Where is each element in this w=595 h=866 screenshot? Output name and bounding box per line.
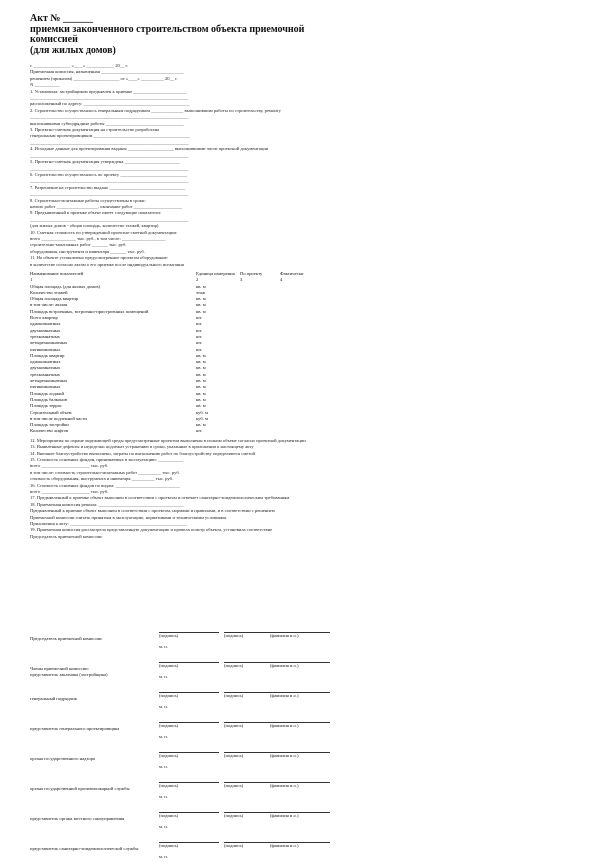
signature-field: [270, 808, 330, 819]
paragraph-line: 15. Стоимость основных фондов, принимаемых в эксплуатацию: ___________: [30, 456, 184, 462]
indicator-unit: кв. м: [196, 365, 206, 371]
indicator-name: Количество этажей: [30, 289, 68, 295]
seal-place: м. п.: [159, 734, 168, 739]
signatory-role: органа государственной противопожарной службы: [30, 786, 130, 791]
table-header-cell: Единица измерения: [196, 271, 235, 276]
signature-field: [159, 718, 219, 729]
paragraph-line: решением (приказом) ____________________ от «____» __________ 20__ г.: [30, 75, 178, 81]
paragraph-line: 16. Стоимость основных фондов по видам: ____________________________: [30, 482, 180, 488]
document-body: [30, 63, 575, 540]
paragraph-line: всего _____________________ тыс. руб.: [30, 488, 109, 494]
signature-field: [159, 808, 219, 819]
indicator-name: пятикомнатных: [30, 384, 61, 390]
indicator-unit: этаж: [196, 289, 206, 295]
paragraph-line: Председатель приемочной комиссии:: [30, 533, 103, 539]
signature-row: [30, 716, 575, 746]
table-header-cell: Фактически: [280, 271, 304, 276]
table-number-cell: 3: [240, 277, 243, 283]
indicator-unit: куб. м: [196, 415, 208, 421]
paragraph-line: _____________________________________________________________________: [30, 178, 189, 184]
paragraph-line: N ___________: [30, 82, 60, 88]
paragraph-line: 11. На объекте установлено предусмотренное проектом оборудование:: [30, 255, 169, 261]
signature-caption: (подпись): [159, 633, 179, 638]
indicator-name: однокомнатных: [30, 359, 61, 365]
indicator-unit: кв. м: [196, 302, 206, 308]
signature-caption: (подпись): [159, 663, 179, 668]
seal-place: м. п.: [159, 674, 168, 679]
paragraph-line: 12. Мероприятия по охране окружающей среды предусмотренные проектом выполнены в полном объеме согласно проектной документации: [30, 437, 306, 443]
indicator-name: в том числе подземной части: [30, 415, 87, 421]
signature-row: [30, 656, 575, 686]
indicator-unit: кв. м: [196, 371, 206, 377]
paragraph-line: 8. Строительно-монтажные работы осуществлены в сроки:: [30, 197, 146, 203]
table-row: [30, 428, 575, 434]
signature-caption: (подпись): [224, 783, 244, 788]
indicator-unit: кв. м: [196, 308, 206, 314]
table-header-cell: По проекту: [240, 271, 263, 276]
paragraph-line: 7. Разрешение на строительство выдано _________________________________: [30, 184, 186, 190]
indicator-name: четырехкомнатных: [30, 340, 68, 346]
paragraph-line: Приемочная комиссия, назначенная ____________________________________: [30, 69, 184, 75]
indicator-name: в том числе: жилая: [30, 302, 68, 308]
signature-caption: (подпись): [159, 693, 179, 698]
signature-row: [30, 626, 575, 656]
signature-caption: (подпись): [224, 663, 244, 668]
act-number: Акт № ______: [30, 13, 93, 24]
indicator-name: трехкомнатных: [30, 371, 60, 377]
paragraph-line: 6. Строительство осуществлялось по проекту _____________________________: [30, 171, 187, 177]
paragraph-line: _____________________________________________________________________: [30, 114, 189, 120]
signature-field: [270, 748, 330, 759]
signature-caption: (фамилия и.о.): [270, 843, 299, 848]
indicator-unit: кв. м: [196, 396, 206, 402]
paragraph-line: (для жилых домов - общая площадь, количество этажей, квартир): [30, 223, 159, 229]
indicator-unit: кв. м: [196, 359, 206, 365]
seal-place: м. п.: [159, 644, 168, 649]
indicator-unit: кв. м: [196, 352, 206, 358]
signatory-role: представитель органа местного самоуправления: [30, 816, 125, 821]
paragraph-line: строительно-монтажных работ _______ тыс. руб.: [30, 242, 127, 248]
indicator-unit: кв. м: [196, 384, 206, 390]
signature-row: [30, 836, 575, 866]
indicator-name: Площадь лоджий: [30, 390, 64, 396]
paragraph-line: стоимость оборудования, инструмента и инвентаря __________ тыс. руб.: [30, 476, 174, 482]
table-number-cell: 1: [30, 277, 33, 283]
indicator-name: Общая площадь (для жилых домов): [30, 283, 101, 289]
signature-block: [30, 626, 575, 866]
paragraph-line: 9. Предъявленный к приемке объект имеет следующие показатели:: [30, 210, 162, 216]
indicator-unit: куб. м: [196, 409, 208, 415]
seal-place: м. п.: [159, 764, 168, 769]
seal-place: м. п.: [159, 854, 168, 859]
indicator-name: Всего квартир: [30, 315, 58, 321]
paragraph-line: генеральным проектировщиком __________________________________________: [30, 133, 190, 139]
document-header: [30, 14, 550, 56]
indicators-table: [30, 271, 575, 435]
paragraph-line: Предъявленный к приемке объект выполнен в соответствии с проектом, нормами и правилами, и в соответствии с решением: [30, 508, 275, 514]
document-subtitle: (для жилых домов): [30, 44, 116, 56]
signatory-role: Председатель приемочной комиссии:: [30, 636, 103, 641]
signature-caption: (фамилия и.о.): [270, 693, 299, 698]
paragraph-line: выполнявшими субподрядные работы __________________________________: [30, 120, 184, 126]
paragraph-line: начало работ __________________, окончание работ _____________________: [30, 203, 182, 209]
seal-place: м. п.: [159, 824, 168, 829]
signature-field: [270, 838, 330, 849]
paragraph-line: расположенный по адресу: ______________________________________________: [30, 101, 190, 107]
indicator-name: трехкомнатных: [30, 333, 60, 339]
indicator-unit: кв. м: [196, 403, 206, 409]
paragraph-line: _____________________________________________________________________: [30, 95, 189, 101]
indicator-name: Строительный объем: [30, 409, 72, 415]
signature-field: [159, 658, 219, 669]
indicator-name: Общая площадь квартир: [30, 296, 79, 302]
seal-place: м. п.: [159, 704, 168, 709]
signatory-role: органа государственного надзора: [30, 756, 95, 761]
paragraph-line: Приложения к акту: ___________________________________________________: [30, 521, 188, 526]
indicator-name: Количество лифтов: [30, 428, 69, 434]
indicator-name: Площадь балконов: [30, 396, 67, 402]
table-header-cell: Наименование показателей: [30, 271, 84, 276]
signature-field: [270, 688, 330, 699]
paragraph-line: _____________________________________________________________________: [30, 165, 189, 171]
table-number-cell: 4: [280, 277, 283, 283]
signatory-role: генеральный подрядчик: [30, 696, 77, 701]
indicator-unit: шт.: [196, 428, 203, 434]
paragraph-line: _____________________________________________________________________: [30, 216, 189, 222]
signature-caption: (подпись): [224, 633, 244, 638]
signature-caption: (фамилия и.о.): [270, 783, 299, 788]
signature-field: [159, 778, 219, 789]
indicator-unit: шт.: [196, 346, 203, 352]
paragraph-block-after: [30, 438, 575, 541]
signature-field: [159, 628, 219, 639]
indicator-name: Площадь квартир: [30, 352, 65, 358]
table-number-cell: 2: [196, 277, 199, 283]
indicator-name: Площадь встроенных, встроенно-пристроенных помещений: [30, 308, 149, 314]
signature-field: [270, 718, 330, 729]
paragraph-line: _____________________________________________________________________: [30, 139, 189, 145]
signature-caption: (фамилия и.о.): [270, 663, 299, 668]
signature-caption: (подпись): [159, 843, 179, 848]
paragraph-line: в количестве согласно актам о его приемке после индивидуального испытания: [30, 261, 184, 267]
document-title: приемки законченного строительством объекта приемочной: [30, 23, 305, 35]
paragraph-line: 10. Сметная стоимость по утвержденной проектно-сметной документации:: [30, 229, 178, 235]
signature-row: [30, 746, 575, 776]
signatory-role: представитель санитарно-эпидемиологической службы: [30, 846, 139, 851]
paragraph-line: 13. Выявленные дефекты и недоделки подлежат устранению в сроки, указанные в приложении к настоящему акту: [30, 444, 254, 450]
paragraph-line: всего _____________________ тыс. руб.: [30, 463, 109, 469]
indicator-unit: кв. м: [196, 422, 206, 428]
indicator-name: Площадь террас: [30, 403, 62, 409]
signatory-role: представитель генерального проектировщика: [30, 726, 120, 731]
signature-field: [159, 838, 219, 849]
signature-row: [30, 776, 575, 806]
signature-field: [270, 778, 330, 789]
signature-caption: (подпись): [224, 753, 244, 758]
indicator-unit: шт.: [196, 321, 203, 327]
paragraph-line: 14. Внешнее благоустройство выполнено, затраты по выполнению работ по благоустройству определяются сметой: [30, 450, 255, 456]
signatory-role: Члены приемочной комиссии: представитель заказчика (застройщика): [30, 666, 108, 677]
seal-place: м. п.: [159, 794, 168, 799]
indicator-unit: кв. м: [196, 390, 206, 396]
paragraph-line: _____________________________________________________________________: [30, 191, 189, 197]
paragraph-line: Приемочной комиссии считать принятым в эксплуатацию, нормативами и техническими условиями.: [30, 514, 228, 520]
signature-caption: (подпись): [224, 723, 244, 728]
paragraph-line: 19. Приемочная комиссия рассмотрела представленную документацию и провела осмотр объекта, установила соответствие: [30, 527, 273, 533]
indicator-name: двухкомнатных: [30, 365, 61, 371]
document-title-cont: комиссией: [30, 34, 78, 45]
paragraph-line: г. ________________ «____» ____________ 20__ г.: [30, 63, 129, 68]
indicator-unit: шт.: [196, 340, 203, 346]
paragraph-line: всего _______________ тыс. руб., в том числе: ___________________: [30, 235, 166, 241]
indicator-unit: кв. м: [196, 296, 206, 302]
paragraph-line: 4. Исходные данные для проектирования выданы ____________________ выполнившими части проектной документации: [30, 146, 269, 152]
signature-caption: (подпись): [159, 723, 179, 728]
paragraph-line: в том числе: стоимость строительно-монтажных работ __________ тыс. руб.: [30, 469, 180, 475]
paragraph-line: 1. Установила: застройщиком предъявлен к приемке _______________________: [30, 88, 187, 94]
paragraph-line: 3. Проектно-сметная документация на строительство разработана: [30, 127, 160, 133]
paragraph-block: [30, 63, 575, 268]
indicator-name: Площадь застройки: [30, 422, 69, 428]
signature-caption: (подпись): [224, 693, 244, 698]
signature-caption: (фамилия и.о.): [270, 633, 299, 638]
indicator-unit: кв. м: [196, 283, 206, 289]
signature-caption: (подпись): [224, 843, 244, 848]
signature-caption: (фамилия и.о.): [270, 813, 299, 818]
signature-caption: (подпись): [159, 783, 179, 788]
paragraph-line: оборудования, инструмента и инвентаря _______ тыс. руб.: [30, 248, 145, 254]
signature-row: [30, 806, 575, 836]
indicator-name: четырехкомнатных: [30, 378, 68, 384]
signature-field: [270, 628, 330, 639]
paragraph-line: _____________________________________________________________________: [30, 152, 189, 158]
indicator-name: пятикомнатных: [30, 346, 61, 352]
signature-field: [159, 688, 219, 699]
indicator-name: двухкомнатных: [30, 327, 61, 333]
paragraph-line: 5. Проектно-сметная документация утверждена ________________________: [30, 159, 180, 165]
indicator-unit: шт.: [196, 333, 203, 339]
signature-row: [30, 686, 575, 716]
paragraph-line: 2. Строительство осуществлялось генеральным подрядчиком ______________ выполнившим работы по строительству, ремонту: [30, 107, 281, 113]
indicator-unit: кв. м: [196, 378, 206, 384]
paragraph-line: 18. Приемочная комиссия решила: _____________________________________: [30, 501, 184, 507]
signature-field: [159, 748, 219, 759]
paragraph-line: 17. Предъявленный к приемке объект выполнен в соответствии с проектом и отвечает санитарно-эпидемиологическим требованиям: [30, 495, 290, 501]
signature-field: [270, 658, 330, 669]
indicator-name: однокомнатных: [30, 321, 61, 327]
signature-caption: (подпись): [159, 753, 179, 758]
indicator-unit: шт.: [196, 327, 203, 333]
signature-caption: (фамилия и.о.): [270, 723, 299, 728]
signature-caption: (фамилия и.о.): [270, 753, 299, 758]
signature-caption: (подпись): [224, 813, 244, 818]
signature-caption: (подпись): [159, 813, 179, 818]
indicator-unit: шт.: [196, 315, 203, 321]
